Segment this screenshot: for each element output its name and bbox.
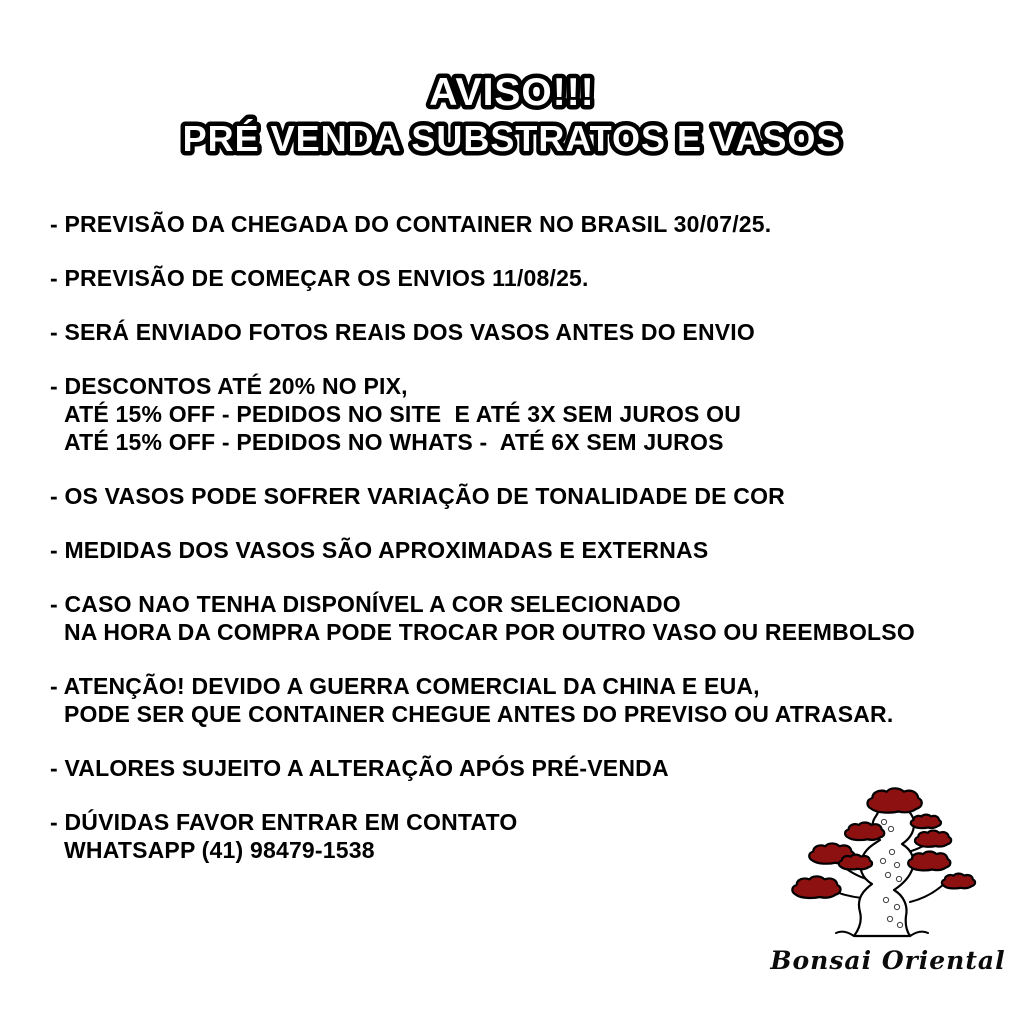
notice-line: - SERÁ ENVIADO FOTOS REAIS DOS VASOS ANTES DO ENVIO [50,319,755,345]
notice-container-arrival [50,210,1008,238]
foliage-cloud [942,874,975,889]
title-block [0,0,1024,180]
notice-line: - OS VASOS PODE SOFRER VARIAÇÃO DE TONALIDADE DE COR [50,483,785,509]
notice-line: - CASO NAO TENHA DISPONÍVEL A COR SELECIONADO [50,591,681,617]
foliage-cloud [915,831,951,847]
notice-line: - VALORES SUJEITO A ALTERAÇÃO APÓS PRÉ-VENDA [50,755,669,781]
notice-line: - MEDIDAS DOS VASOS SÃO APROXIMADAS E EXTERNAS [50,537,709,563]
notice-measurements [50,536,1008,564]
notice-line: ATÉ 15% OFF - PEDIDOS NO WHATS - ATÉ 6X SEM JUROS [64,429,724,455]
notice-real-photos [50,318,1008,346]
notice-line: - DÚVIDAS FAVOR ENTRAR EM CONTATO [50,809,518,835]
foliage-cloud [908,851,950,870]
notice-color-unavailable [50,590,1008,646]
notice-trade-war [50,672,1008,728]
foliage-cloud [845,823,884,841]
notice-line: - PREVISÃO DE COMEÇAR OS ENVIOS 11/08/25. [50,265,589,291]
notice-discounts [50,372,1008,456]
notice-line: - DESCONTOS ATÉ 20% NO PIX, [50,373,408,399]
notice-line: PODE SER QUE CONTAINER CHEGUE ANTES DO PREVISO OU ATRASAR. [64,701,894,727]
notice-color-variation [50,482,1008,510]
bonsai-tree-icon [770,782,1006,944]
notice-line: - PREVISÃO DA CHEGADA DO CONTAINER NO BRASIL 30/07/25. [50,211,772,237]
foliage-cloud [792,876,840,898]
brand-logo [768,782,1008,975]
title-pre-venda: PRÉ VENDA SUBSTRATOS E VASOS [182,118,842,159]
notice-shipping-start [50,264,1008,292]
notice-line: ATÉ 15% OFF - PEDIDOS NO SITE E ATÉ 3X SEM JUROS OU [64,401,742,427]
brand-name: Bonsai Oriental [770,946,1006,975]
notice-line: NA HORA DA COMPRA PODE TROCAR POR OUTRO VASO OU REEMBOLSO [64,619,915,645]
foliage-cloud [911,815,941,828]
notice-price-change [50,754,1008,782]
foliage-cloud [839,855,872,870]
foliage-cloud [867,788,921,812]
whatsapp-number: WHATSAPP (41) 98479-1538 [64,837,375,863]
notice-line: - ATENÇÃO! DEVIDO A GUERRA COMERCIAL DA CHINA E EUA, [50,673,760,699]
title-aviso: AVISO!!! [429,71,595,114]
